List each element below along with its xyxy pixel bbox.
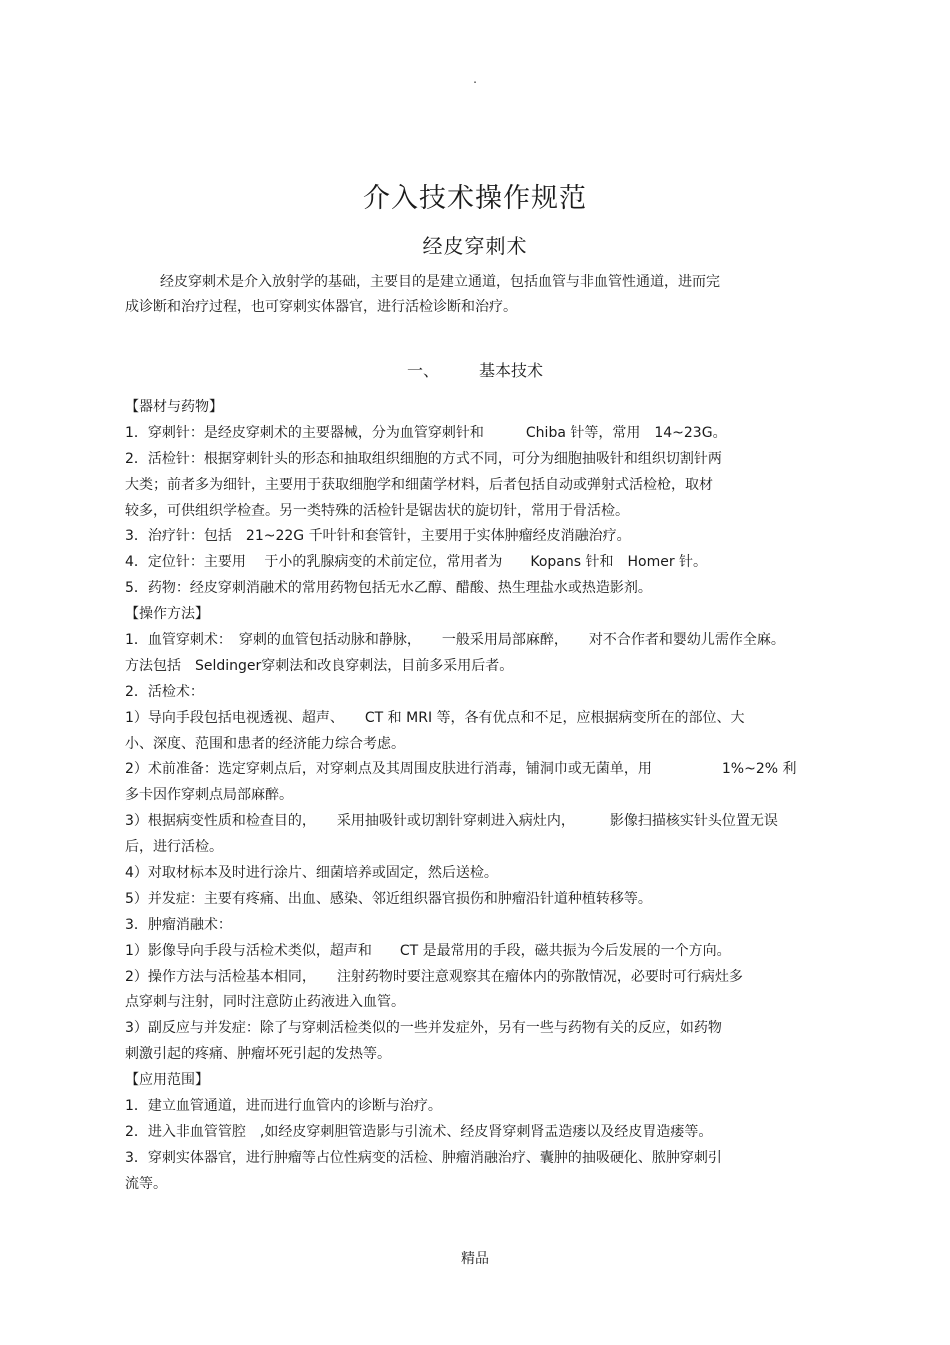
document-subtitle: 经皮穿刺术 — [422, 234, 528, 258]
body-line: 4）对取材标本及时进行涂片、细菌培养或固定，然后送检。 — [125, 865, 498, 882]
body-line: 后，进行活检。 — [125, 839, 223, 856]
body-line: 4．定位针：主要用 于小的乳腺病变的术前定位，常用者为 Kopans 针和 Homer 针。 — [125, 554, 708, 571]
body-line: 刺激引起的疼痛、肿瘤坏死引起的发热等。 — [125, 1046, 391, 1063]
body-line: 1．血管穿刺术： 穿刺的血管包括动脉和静脉， 一般采用局部麻醉， 对不合作者和婴幼儿需作全麻。 — [125, 632, 785, 649]
body-line: 3．穿刺实体器官，进行肿瘤等占位性病变的活检、肿瘤消融治疗、囊肿的抽吸硬化、脓肿穿刺引 — [125, 1149, 722, 1166]
body-line: 流等。 — [125, 1175, 167, 1192]
intro-line: 成诊断和治疗过程，也可穿刺实体器官，进行活检诊断和治疗。 — [125, 299, 517, 315]
intro-line: 经皮穿刺术是介入放射学的基础，主要目的是建立通道，包括血管与非血管性通道，进而完 — [160, 274, 720, 290]
section-number: 一、 — [406, 361, 439, 380]
body-line: 3．肿瘤消融术： — [125, 916, 232, 933]
section-label: 基本技术 — [479, 361, 544, 380]
body-line: 2．活检针：根据穿刺针头的形态和抽取组织细胞的方式不同，可分为细胞抽吸针和组织切割针两 — [125, 450, 722, 467]
body-line: 5．药物：经皮穿刺消融术的常用药物包括无水乙醇、醋酸、热生理盐水或热造影剂。 — [125, 580, 652, 597]
body-line: 1．建立血管通道，进而进行血管内的诊断与治疗。 — [125, 1098, 442, 1115]
document-body — [125, 395, 845, 1198]
body-line: 多卡因作穿刺点局部麻醉。 — [125, 787, 293, 804]
body-line: 5）并发症：主要有疼痛、出血、感染、邻近组织器官损伤和肿瘤沿针道种植转移等。 — [125, 890, 652, 907]
body-line: 【操作方法】 — [125, 606, 209, 623]
body-line: 2．进入非血管管腔 ,如经皮穿刺胆管造影与引流术、经皮肾穿刺肾盂造瘘以及经皮胃造瘘等。 — [125, 1123, 713, 1140]
header-mark: . — [473, 72, 477, 86]
body-line: 2．活检术： — [125, 683, 204, 700]
body-line: 3）副反应与并发症：除了与穿刺活检类似的一些并发症外，另有一些与药物有关的反应，如药物 — [125, 1020, 722, 1037]
body-line: 小、深度、范围和患者的经济能力综合考虑。 — [125, 735, 405, 752]
body-line: 点穿刺与注射，同时注意防止药液进入血管。 — [125, 994, 405, 1011]
body-line: 大类；前者多为细针，主要用于获取细胞学和细菌学材料，后者包括自动或弹射式活检枪，取材 — [125, 476, 713, 493]
section-heading — [0, 358, 950, 381]
body-line: 3）根据病变性质和检查目的， 采用抽吸针或切割针穿刺进入病灶内， 影像扫描核实针头位置无误 — [125, 813, 778, 830]
body-line: 较多，可供组织学检查。另一类特殊的活检针是锯齿状的旋切针，常用于骨活检。 — [125, 502, 629, 519]
document-title: 介入技术操作规范 — [363, 183, 587, 214]
body-line: 2）操作方法与活检基本相同， 注射药物时要注意观察其在瘤体内的弥散情况，必要时可行病灶多 — [125, 968, 743, 985]
body-line: 1）影像导向手段与活检术类似，超声和 CT 是最常用的手段，磁共振为今后发展的一个方向。 — [125, 942, 731, 959]
body-line: 1．穿刺针：是经皮穿刺术的主要器械，分为血管穿刺针和 Chiba 针等，常用 14~23G。 — [125, 424, 727, 441]
body-line: 3．治疗针：包括 21~22G 千叶针和套管针，主要用于实体肿瘤经皮消融治疗。 — [125, 528, 631, 545]
body-line: 1）导向手段包括电视透视、超声、 CT 和 MRI 等，各有优点和不足，应根据病变所在的部位、大 — [125, 709, 745, 726]
page-footer: 精品 — [461, 1251, 489, 1267]
body-line: 方法包括 Seldinger穿刺法和改良穿刺法，目前多采用后者。 — [125, 657, 514, 674]
body-line: 【应用范围】 — [125, 1072, 209, 1089]
body-line: 2）术前准备：选定穿刺点后，对穿刺点及其周围皮肤进行消毒，铺洞巾或无菌单，用 1%~2% 利 — [125, 761, 797, 778]
intro-paragraph — [125, 270, 805, 320]
body-line: 【器材与药物】 — [125, 399, 223, 415]
